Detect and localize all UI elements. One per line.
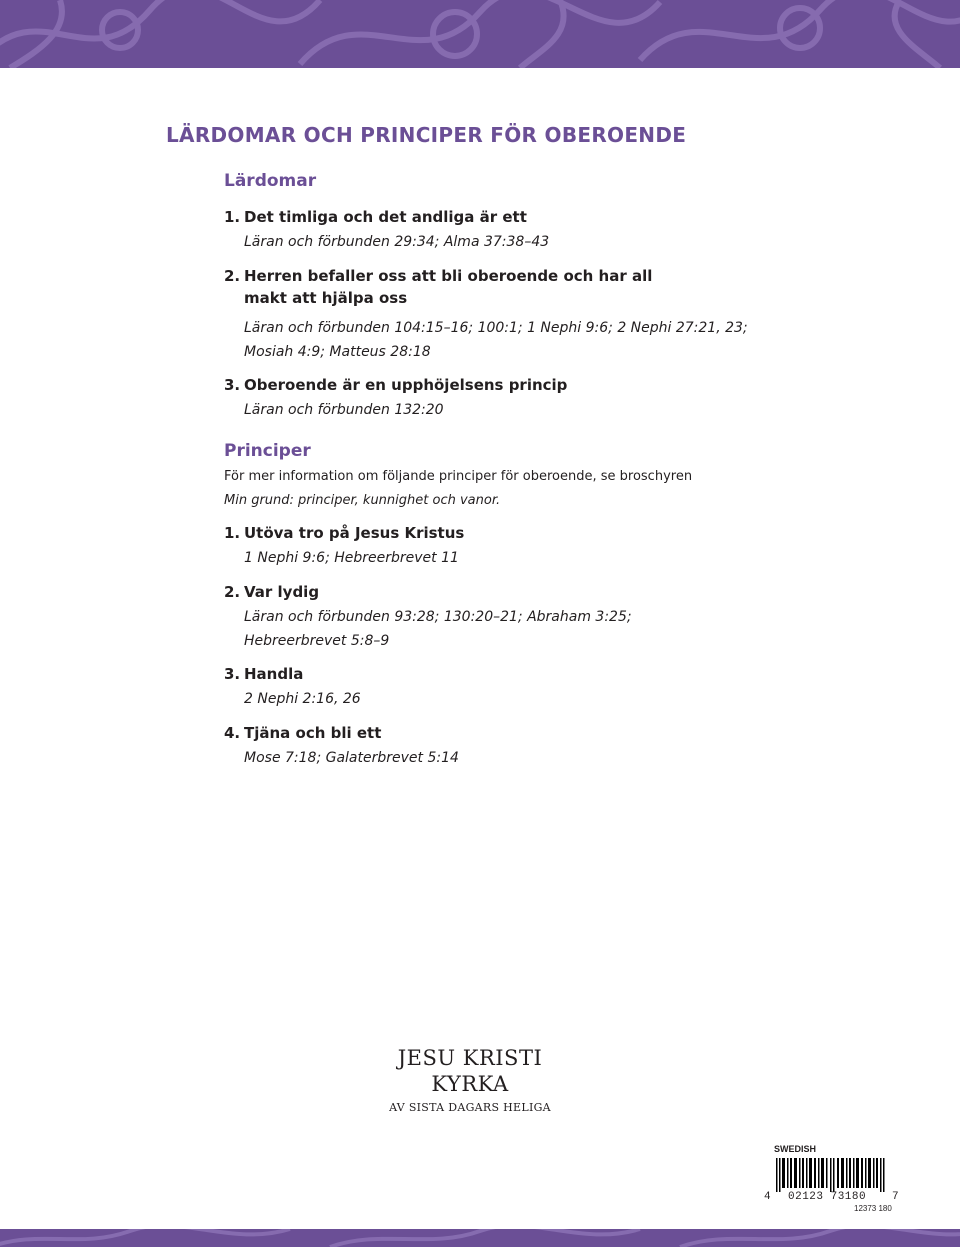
item-title-text: Oberoende är en upphöjelsens princip <box>244 376 568 394</box>
doctrine-item-2-title <box>224 265 784 309</box>
doctrine-item-1-title <box>224 206 784 228</box>
item-number: 3. <box>224 376 241 394</box>
barcode-language: SWEDISH <box>774 1144 817 1154</box>
damask-pattern-icon <box>0 1229 960 1247</box>
doctrines-heading: Lärdomar <box>224 171 317 191</box>
principle-item-2-ref-1: Läran och förbunden 93:28; 130:20–21; Abraham 3:25; <box>244 609 632 625</box>
barcode-bars-icon <box>776 1158 888 1192</box>
top-decorative-band <box>0 0 960 68</box>
logo-line-2: KYRKA <box>431 1072 509 1096</box>
item-title-text: Utöva tro på Jesus Kristus <box>244 524 465 542</box>
principle-item-4-title <box>224 722 784 744</box>
item-number: 2. <box>224 583 241 601</box>
principles-booklet-title: Min grund: principer, kunnighet och vanor. <box>224 493 501 508</box>
doctrine-item-3-title <box>224 374 784 396</box>
principles-intro <box>224 465 784 513</box>
item-title-text: Tjäna och bli ett <box>244 724 382 742</box>
barcode <box>760 1142 905 1218</box>
item-title-text: Herren befaller oss att bli oberoende och har all makt att hjälpa oss <box>244 267 653 307</box>
principle-item-1-title <box>224 522 784 544</box>
doctrine-item-2-ref-2: Mosiah 4:9; Matteus 28:18 <box>244 344 431 360</box>
principles-heading: Principer <box>224 441 311 461</box>
item-number: 2. <box>224 267 241 285</box>
doctrine-item-1-ref: Läran och förbunden 29:34; Alma 37:38–43 <box>244 234 550 250</box>
bottom-decorative-band <box>0 1229 960 1247</box>
church-logo <box>370 1045 570 1117</box>
principle-item-2-ref-2: Hebreerbrevet 5:8–9 <box>244 633 390 649</box>
item-number: 12373 180 <box>854 1204 892 1213</box>
barcode-digit-right: 7 <box>892 1191 899 1203</box>
item-title-text: Handla <box>244 665 304 683</box>
principle-item-3-title <box>224 663 784 685</box>
principle-item-1-ref: 1 Nephi 9:6; Hebreerbrevet 11 <box>244 550 459 566</box>
principle-item-3-ref: 2 Nephi 2:16, 26 <box>244 691 361 707</box>
barcode-digit-left: 4 <box>764 1191 771 1203</box>
item-number: 1. <box>224 524 241 542</box>
page-title: LÄRDOMAR OCH PRINCIPER FÖR OBEROENDE <box>166 123 687 147</box>
item-number: 1. <box>224 208 241 226</box>
barcode-digits-middle: 02123 73180 <box>788 1191 867 1203</box>
item-title-text: Var lydig <box>244 583 320 601</box>
principle-item-2-title <box>224 581 784 603</box>
doctrine-item-3-ref: Läran och förbunden 132:20 <box>244 402 444 418</box>
logo-line-1: JESU KRISTI <box>397 1046 543 1070</box>
principle-item-4-ref: Mose 7:18; Galaterbrevet 5:14 <box>244 750 459 766</box>
damask-pattern-icon <box>0 0 960 68</box>
item-number: 3. <box>224 665 241 683</box>
doctrine-item-2-ref-1: Läran och förbunden 104:15–16; 100:1; 1 Nephi 9:6; 2 Nephi 27:21, 23; <box>244 320 748 336</box>
principles-intro-text: För mer information om följande principer för oberoende, se broschyren <box>224 469 693 484</box>
logo-line-3: AV SISTA DAGARS HELIGA <box>389 1101 551 1114</box>
item-number: 4. <box>224 724 241 742</box>
item-title-text: Det timliga och det andliga är ett <box>244 208 527 226</box>
